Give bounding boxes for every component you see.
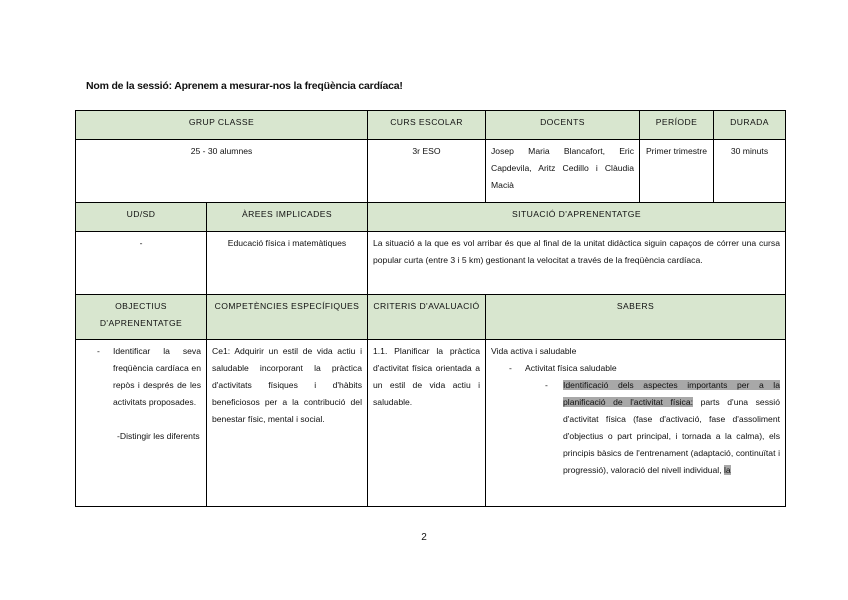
sabers-level-2	[491, 360, 780, 377]
cell-arees-implicades: Educació física i matemàtiques	[207, 232, 368, 295]
sabers-highlighted-text: Identificació dels aspectes importants per a la planificació de l'activitat física:	[563, 380, 780, 407]
sabers-level-1: Vida activa i saludable	[491, 346, 577, 356]
cell-curs-escolar: 3r ESO	[368, 140, 486, 203]
header-criteris: CRITERIS D'AVALUACIÓ	[368, 295, 486, 340]
sabers-highlighted-tail: la	[723, 465, 731, 475]
cell-docents: Josep Maria Blancafort, Eric Capdevila, Aritz Cedillo i Clàudia Macià	[486, 140, 640, 203]
cell-sabers	[486, 340, 786, 507]
header-situacio-aprenentatge: SITUACIÓ D'APRENENTATGE	[368, 203, 786, 232]
cell-competencies: Ce1: Adquirir un estil de vida actiu i saludable incorporant la pràctica d'activitats físiques i d'hàbits beneficiosos per a la contribució del benestar físic, mental i social.	[207, 340, 368, 507]
cell-periode: Primer trimestre	[640, 140, 714, 203]
cell-objectius	[76, 340, 207, 507]
cell-ud-sd: -	[76, 232, 207, 295]
objectius-item-1: Identificar la seva freqüència cardíaca en repòs i després de les activitats proposades.	[113, 346, 201, 407]
sabers-level-2-bullet: -	[509, 363, 512, 373]
objectius-bullet: -	[97, 346, 100, 356]
header-objectius: OBJECTIUS D'APRENENTATGE	[76, 295, 207, 340]
objectius-list	[81, 343, 201, 411]
header-ud-sd: UD/SD	[76, 203, 207, 232]
page-number: 2	[421, 532, 427, 543]
objectius-item-2: -Distingir les diferents	[117, 431, 200, 441]
header-arees-implicades: ÀREES IMPLICADES	[207, 203, 368, 232]
session-title: Nom de la sessió: Aprenem a mesurar-nos la freqüència cardíaca!	[86, 80, 403, 92]
header-sabers: SABERS	[486, 295, 786, 340]
cell-durada: 30 minuts	[714, 140, 786, 203]
session-plan-table	[75, 110, 786, 507]
header-grup-classe: GRUP CLASSE	[76, 111, 368, 140]
cell-situacio-aprenentatge: La situació a la que es vol arribar és que al final de la unitat didàctica siguin capaços de córrer una cursa popular curta (entre 3 i 5 km) gestionant la velocitat a través de la freqüència cardíaca.	[368, 232, 786, 295]
header-docents: DOCENTS	[486, 111, 640, 140]
header-durada: DURADA	[714, 111, 786, 140]
header-periode: PERÍODE	[640, 111, 714, 140]
sabers-level-3-bullet: -	[545, 380, 548, 390]
sabers-level-3	[491, 377, 780, 479]
header-curs-escolar: CURS ESCOLAR	[368, 111, 486, 140]
sabers-level-3-text: parts d'una sessió d'activitat física (fase d'activació, fase d'assoliment d'objectius o part principal, i tornada a la calma), els principis bàsics de l'entrenament (adaptació, continuïtat i progressió), valoració del nivell individual,	[563, 397, 780, 475]
sabers-level-2-text: Activitat física saludable	[525, 363, 617, 373]
header-competencies: COMPETÈNCIES ESPECÍFIQUES	[207, 295, 368, 340]
cell-grup-classe: 25 - 30 alumnes	[76, 140, 368, 203]
cell-criteris: 1.1. Planificar la pràctica d'activitat física orientada a un estil de vida actiu i saludable.	[368, 340, 486, 507]
